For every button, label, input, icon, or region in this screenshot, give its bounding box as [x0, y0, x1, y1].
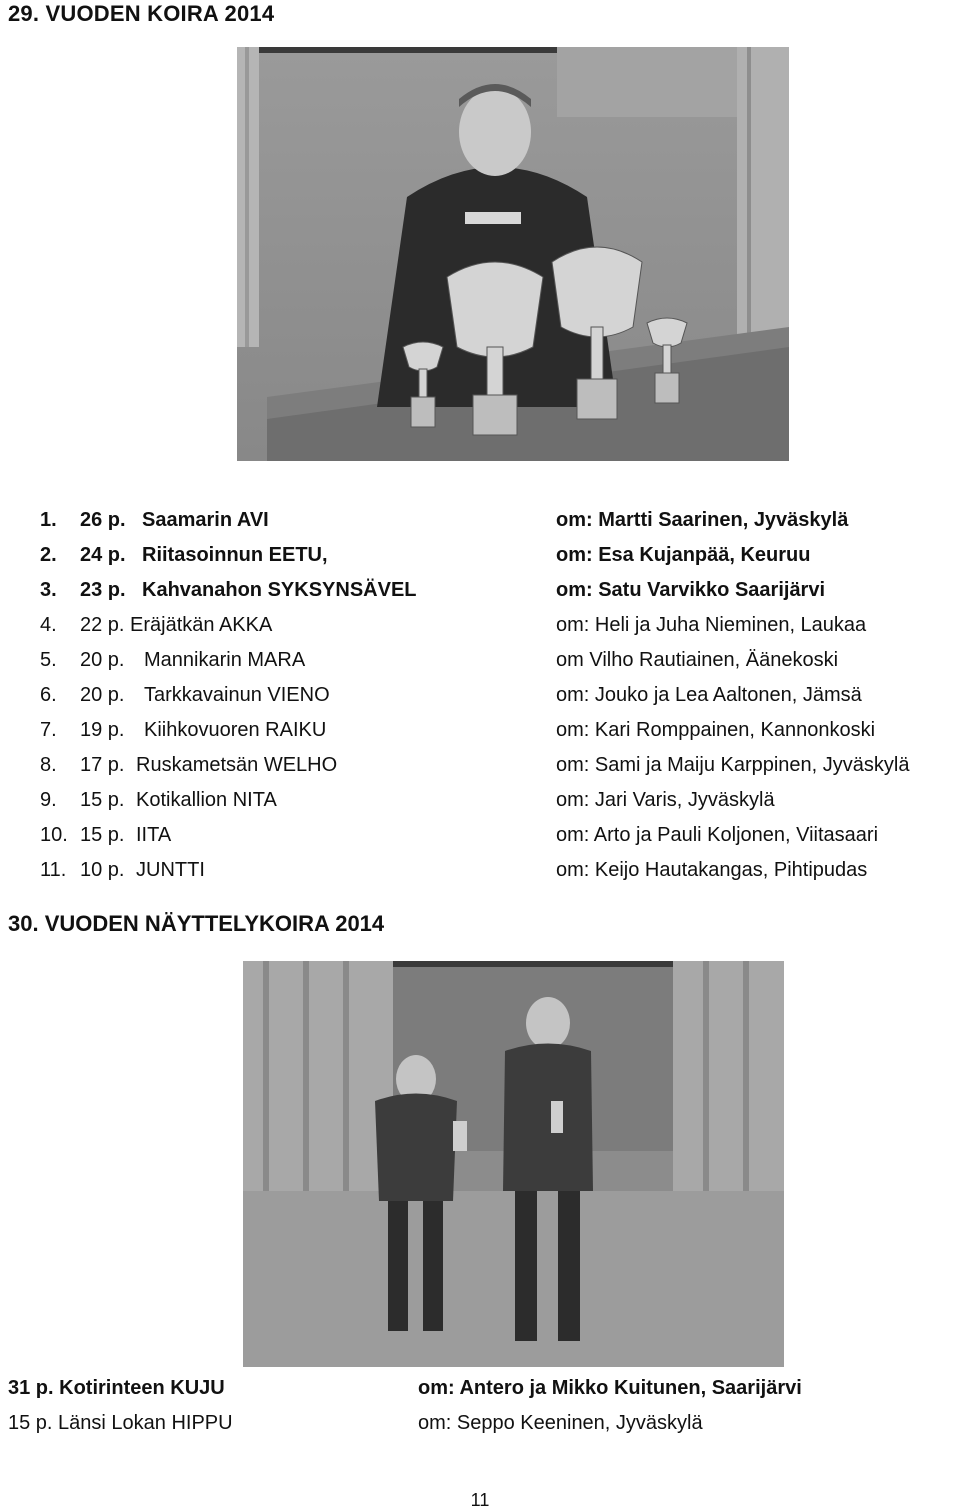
heading-vuoden-nayttelykoira: 30. VUODEN NÄYTTELYKOIRA 2014 [8, 911, 385, 936]
dog-name: Kiihkovuoren RAIKU [144, 719, 327, 741]
owner: om: Heli ja Juha Nieminen, Laukaa [556, 614, 867, 636]
owner: om: Jari Varis, Jyväskylä [556, 789, 775, 811]
show-dog-row [8, 1406, 233, 1441]
owner: om: Antero ja Mikko Kuitunen, Saarijärvi [418, 1377, 802, 1399]
points: 24 p. [80, 544, 126, 566]
rank: 6. [40, 684, 57, 706]
dog-name: Kotikallion NITA [136, 789, 277, 811]
owner: om Vilho Rautiainen, Äänekoski [556, 649, 839, 671]
dog-name: Riitasoinnun EETU, [142, 544, 328, 566]
owner: om: Martti Saarinen, Jyväskylä [556, 509, 849, 531]
heading-vuoden-koira: 29. VUODEN KOIRA 2014 [8, 1, 275, 26]
rank: 11. [40, 859, 67, 881]
rank: 2. [40, 544, 57, 566]
owner: om: Seppo Keeninen, Jyväskylä [418, 1412, 703, 1434]
points: 15 p. [80, 824, 125, 846]
rank: 3. [40, 579, 57, 601]
rank: 8. [40, 754, 57, 776]
points: 23 p. [80, 579, 126, 601]
owner: om: Keijo Hautakangas, Pihtipudas [556, 859, 868, 881]
points: 15 p. [80, 789, 125, 811]
show-dog-owner [418, 1371, 802, 1406]
rank: 10. [40, 824, 68, 846]
rank: 4. [40, 614, 57, 636]
points-dog: 15 p. Länsi Lokan HIPPU [8, 1412, 233, 1434]
rank: 9. [40, 789, 57, 811]
page-number: 11 [470, 1490, 490, 1510]
dog-name: Ruskametsän WELHO [136, 754, 338, 776]
dog-name: Saamarin AVI [142, 509, 269, 531]
trophy-photo [237, 47, 789, 461]
dog-name: Tarkkavainun VIENO [144, 684, 330, 706]
show-dog-photo [243, 961, 784, 1367]
rank: 7. [40, 719, 57, 741]
show-dog-row [8, 1371, 225, 1406]
owner: om: Arto ja Pauli Koljonen, Viitasaari [556, 824, 879, 846]
dog-name: Kahvanahon SYKSYNSÄVEL [142, 579, 417, 601]
dog-name: Eräjätkän AKKA [130, 614, 273, 636]
points: 20 p. [80, 684, 125, 706]
points: 17 p. [80, 754, 125, 776]
owner: om: Satu Varvikko Saarijärvi [556, 579, 826, 601]
points: 20 p. [80, 649, 125, 671]
points-dog: 31 p. Kotirinteen KUJU [8, 1377, 225, 1399]
owner: om: Jouko ja Lea Aaltonen, Jämsä [556, 684, 862, 706]
points: 26 p. [80, 509, 126, 531]
owner: om: Kari Romppainen, Kannonkoski [556, 719, 876, 741]
rank: 5. [40, 649, 57, 671]
show-dog-owner [418, 1406, 703, 1441]
dog-name: JUNTTI [136, 859, 205, 881]
rank: 1. [40, 509, 57, 531]
owner: om: Sami ja Maiju Karppinen, Jyväskylä [556, 754, 910, 776]
dog-name: IITA [136, 824, 172, 846]
points: 22 p. [80, 614, 125, 636]
dog-name: Mannikarin MARA [144, 649, 306, 671]
points: 19 p. [80, 719, 125, 741]
owner: om: Esa Kujanpää, Keuruu [556, 544, 811, 566]
points: 10 p. [80, 859, 125, 881]
